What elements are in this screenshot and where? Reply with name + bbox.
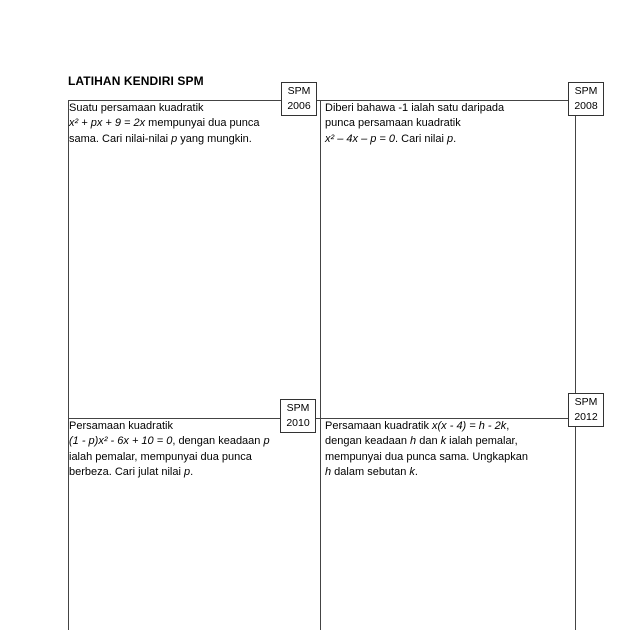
question-text-line (325, 101, 569, 116)
badge-label: SPM (574, 396, 598, 408)
spm-year-badge (568, 393, 604, 427)
question-text-line (325, 132, 569, 147)
question-text: yang mungkin. (177, 132, 252, 145)
variable: h (410, 435, 417, 448)
question-text-line (325, 116, 569, 131)
quadratic-equation: x(x - 4) = h - 2k (432, 420, 507, 432)
question-text-line (325, 419, 569, 434)
badge-label: SPM (574, 85, 598, 97)
question-text: punca persamaan kuadratik (325, 117, 461, 130)
badge-label: SPM (287, 85, 311, 97)
question-text-line (69, 101, 315, 116)
question-text: sama. Cari nilai-nilai (69, 132, 172, 145)
question-text: . (190, 465, 194, 478)
spm-year-badge (568, 82, 604, 116)
question-text: mempunyai dua punca sama. Ungkapkan (325, 450, 529, 463)
variable: p (446, 132, 454, 145)
quadratic-equation: x² + px + 9 = 2x (69, 117, 146, 130)
variable: p (171, 132, 178, 145)
question-text-line (325, 450, 569, 465)
badge-label: SPM (286, 402, 310, 414)
page-title: LATIHAN KENDIRI SPM (68, 74, 204, 88)
question-text: ialah pemalar, mempunyai dua punca (69, 450, 252, 463)
question-cell-spm-2008 (325, 101, 569, 147)
question-text: Persamaan kuadratik (69, 420, 173, 432)
question-text: Diberi bahawa -1 ialah satu daripada (325, 102, 505, 114)
question-text: mempunyai dua punca (145, 117, 260, 130)
variable: k (409, 465, 415, 478)
spm-year-badge (281, 82, 317, 116)
variable: p (183, 465, 191, 478)
question-text: , dengan keadaan (172, 435, 264, 448)
badge-year: 2010 (286, 417, 310, 429)
question-grid (68, 100, 576, 630)
variable: p (263, 435, 270, 448)
question-text-line (69, 434, 317, 449)
grid-center-divider (320, 100, 321, 630)
spm-year-badge (280, 399, 316, 433)
variable: h (325, 465, 332, 478)
quadratic-equation: x² – 4x – p = 0 (325, 132, 396, 145)
variable: k (440, 435, 447, 448)
question-text-line (69, 465, 317, 480)
question-text-line (69, 116, 315, 131)
question-cell-spm-2006 (69, 101, 315, 147)
badge-year: 2012 (574, 411, 598, 423)
quadratic-equation: (1 - p)x² - 6x + 10 = 0 (69, 435, 173, 448)
question-text: . Cari nilai (395, 132, 447, 145)
question-cell-spm-2012 (325, 419, 569, 480)
question-text-line (69, 132, 315, 147)
question-text-line (325, 434, 569, 449)
question-text-line (69, 450, 317, 465)
question-text: . (414, 465, 418, 478)
question-text: . (453, 132, 457, 145)
grid-left-border (68, 100, 69, 630)
question-text: berbeza. Cari julat nilai (69, 465, 184, 478)
question-text-line (325, 465, 569, 480)
grid-right-border (575, 100, 576, 630)
badge-year: 2008 (574, 100, 598, 112)
question-text: ialah pemalar, (446, 435, 518, 448)
question-text: dan (416, 435, 441, 448)
question-text: dengan keadaan (325, 435, 411, 448)
question-text: Persamaan kuadratik (325, 420, 432, 432)
badge-year: 2006 (287, 100, 311, 112)
question-text: Suatu persamaan kuadratik (69, 102, 204, 114)
question-text: dalam sebutan (331, 465, 410, 478)
question-text: , (506, 420, 510, 432)
